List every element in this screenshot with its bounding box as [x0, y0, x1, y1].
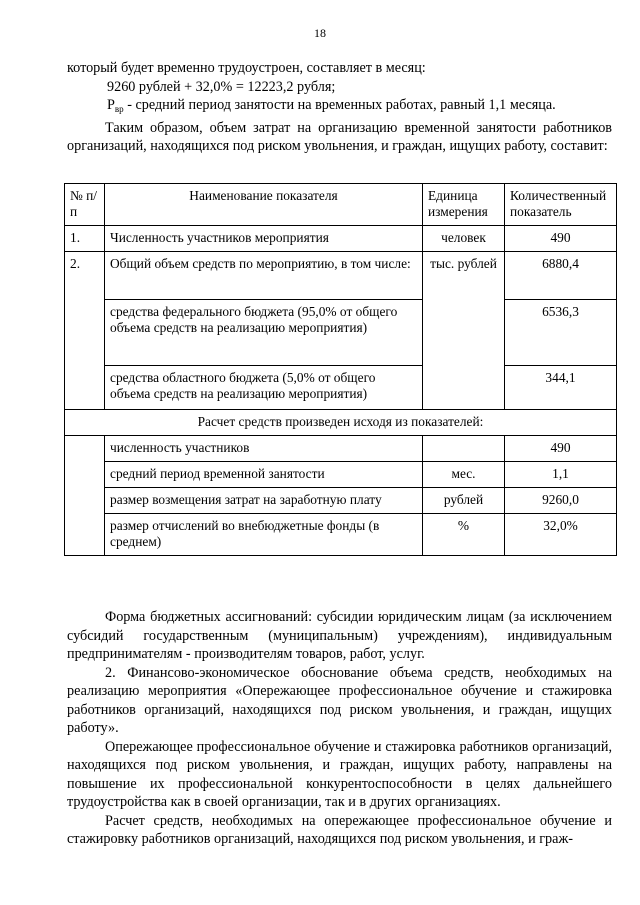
table-header-row [65, 184, 617, 226]
intro-line: который будет временно трудоустроен, составляет в месяц: [67, 60, 426, 76]
row-value: 6536,3 [505, 300, 617, 366]
row-name: средства областного бюджета (5,0% от общего объема средств на реализацию мероприятия) [105, 366, 423, 410]
paragraph: 2. Финансово-экономическое обоснование объема средств, необходимых на реализацию мероприятия «Опережающее профессиональное обучение и стажировка работников организаций, находящихся под риском увольнения, и граждан, ищущих работу». [67, 664, 612, 736]
table-row [65, 436, 617, 462]
row-value: 6880,4 [505, 252, 617, 300]
table-row [65, 514, 617, 556]
row-name: размер возмещения затрат на заработную плату [105, 488, 423, 514]
row-value: 490 [505, 226, 617, 252]
paragraph: Форма бюджетных ассигнований: субсидии юридическим лицам (за исключением субсидий государственным (муниципальным) учреждениям), индивидуальным предпринимателям - производителям товаров, работ, услуг. [67, 609, 612, 662]
row-name: средства федерального бюджета (95,0% от общего объема средств на реализацию мероприятия) [105, 300, 423, 366]
row-name: численность участников [105, 436, 423, 462]
row-value: 1,1 [505, 462, 617, 488]
paragraph: Опережающее профессиональное обучение и стажировка работников организаций, находящихся под риском увольнения, и граждан, ищущих работу, направлены на повышение их профессиональной конкурентоспособности в целях дальнейшего трудоустройства как в своей организации, так и в других организациях. [67, 738, 612, 810]
row-name: размер отчислений во внебюджетные фонды (в среднем) [105, 514, 423, 556]
body-section [67, 608, 612, 849]
table-row [65, 226, 617, 252]
row-num: 2. [65, 252, 105, 410]
header-value: Количественный показатель [505, 184, 617, 226]
row-value: 490 [505, 436, 617, 462]
summary-paragraph: Таким образом, объем затрат на организацию временной занятости работников организаций, находящихся под риском увольнения, и граждан, ищущих работу, составит: [67, 119, 612, 154]
row-name: Численность участников мероприятия [105, 226, 423, 252]
formula-line: 9260 рублей + 32,0% = 12223,2 рубля; [107, 78, 336, 95]
page-number: 18 [314, 26, 326, 40]
p-definition [67, 96, 612, 119]
calc-header-row [65, 410, 617, 436]
row-value: 344,1 [505, 366, 617, 410]
calc-empty-cell [65, 436, 105, 556]
row-unit: человек [423, 226, 505, 252]
p-subscript: вр [114, 104, 124, 114]
header-name: Наименование показателя [105, 184, 423, 226]
row-name: Общий объем средств по мероприятию, в том числе: [105, 252, 423, 300]
p-definition-text: - средний период занятости на временных работах, равный 1,1 месяца. [123, 97, 556, 113]
row-unit: мес. [423, 462, 505, 488]
table-row [65, 252, 617, 300]
row-unit [423, 436, 505, 462]
table-row [65, 488, 617, 514]
row-unit: рублей [423, 488, 505, 514]
row-num: 1. [65, 226, 105, 252]
intro-section [67, 59, 612, 156]
paragraph: Расчет средств, необходимых на опережающее профессиональное обучение и стажировку работников организаций, находящихся под риском увольнения, и граж- [67, 812, 612, 847]
row-value: 32,0% [505, 514, 617, 556]
p-symbol: Р [107, 97, 115, 113]
table-row [65, 300, 617, 366]
row-unit: тыс. рублей [423, 252, 505, 410]
indicators-table [64, 183, 617, 556]
row-name: средний период временной занятости [105, 462, 423, 488]
calc-header: Расчет средств произведен исходя из показателей: [65, 410, 617, 436]
row-unit: % [423, 514, 505, 556]
table-row [65, 462, 617, 488]
table-row [65, 366, 617, 410]
header-unit: Единица измерения [423, 184, 505, 226]
row-value: 9260,0 [505, 488, 617, 514]
header-num: № п/п [65, 184, 105, 226]
